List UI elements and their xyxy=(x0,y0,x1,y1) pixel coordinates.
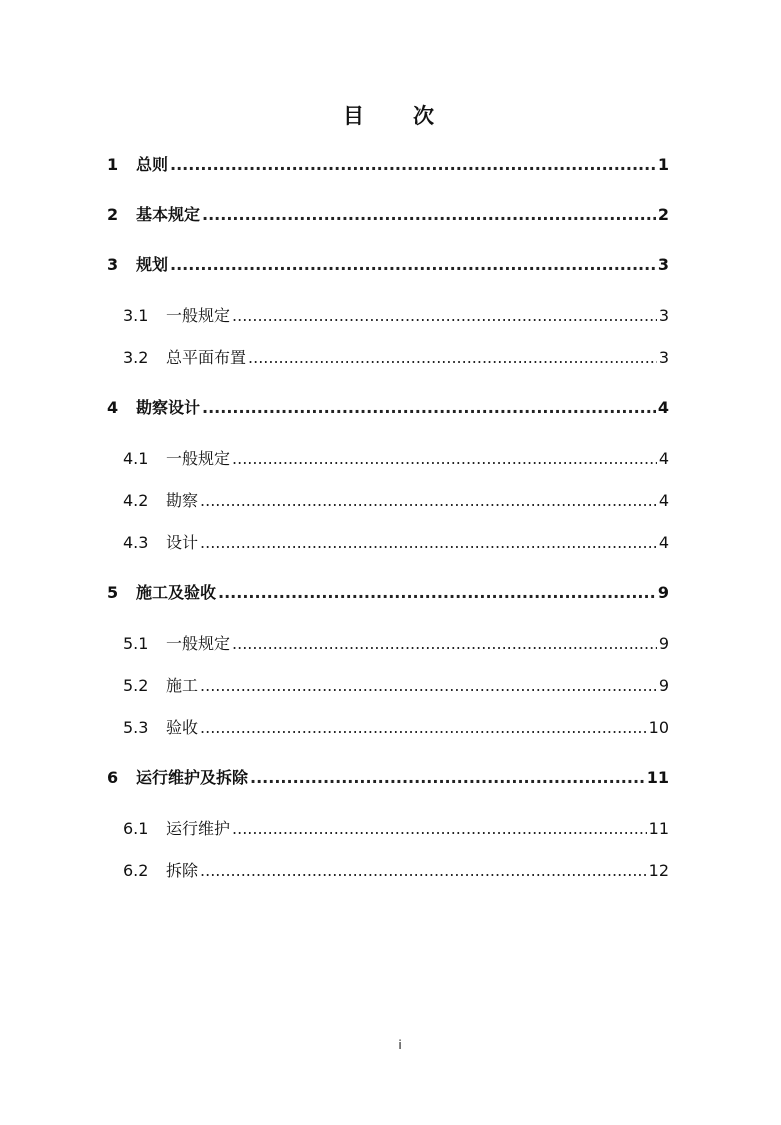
dot-leader xyxy=(200,716,647,740)
toc-entry-title: 运行维护 xyxy=(166,819,231,838)
toc-entry-title: 一般规定 xyxy=(166,306,231,325)
toc-entry-number: 4.3 xyxy=(123,533,149,552)
toc-entry-title: 运行维护及拆除 xyxy=(136,768,249,787)
toc-entry-number: 6 xyxy=(107,768,119,787)
toc-entry-2[interactable] xyxy=(0,203,781,227)
dot-leader xyxy=(218,581,656,605)
toc-entry-number: 5.3 xyxy=(123,718,149,737)
toc-entry-number: 2 xyxy=(107,205,119,224)
toc-entry-6[interactable] xyxy=(0,766,781,790)
toc-entry-number: 1 xyxy=(107,155,119,174)
toc-entry-page: 9 xyxy=(658,634,669,653)
toc-entry-1[interactable] xyxy=(0,153,781,177)
toc-entry-page: 3 xyxy=(658,348,669,367)
dot-leader xyxy=(170,253,656,277)
toc-entry-page: 4 xyxy=(658,449,669,468)
toc-entry-page: 9 xyxy=(658,676,669,695)
dot-leader xyxy=(232,447,657,471)
toc-entry-number: 4.1 xyxy=(123,449,149,468)
toc-entry-page: 9 xyxy=(657,583,669,602)
toc-entry-number: 4.2 xyxy=(123,491,149,510)
dot-leader xyxy=(248,346,657,370)
toc-entry-page: 1 xyxy=(657,155,669,174)
toc-entry-5-2[interactable] xyxy=(0,674,781,698)
toc-entry-page: 12 xyxy=(648,861,669,880)
toc-entry-page: 4 xyxy=(658,533,669,552)
toc-entry-page: 4 xyxy=(657,398,669,417)
toc-entry-title: 勘察 xyxy=(166,491,199,510)
toc-entry-4-1[interactable] xyxy=(0,447,781,471)
dot-leader xyxy=(200,531,657,555)
toc-entry-4[interactable] xyxy=(0,396,781,420)
toc-entry-page: 11 xyxy=(646,768,669,787)
toc-entry-title: 验收 xyxy=(166,718,199,737)
dot-leader xyxy=(200,674,657,698)
dot-leader xyxy=(202,396,656,420)
dot-leader xyxy=(200,489,657,513)
toc-entry-page: 2 xyxy=(657,205,669,224)
toc-entry-5[interactable] xyxy=(0,581,781,605)
dot-leader xyxy=(200,859,647,883)
toc-entry-page: 3 xyxy=(658,306,669,325)
footer-page-number: i xyxy=(398,1038,402,1052)
toc-entry-title: 规划 xyxy=(136,255,169,274)
toc-entry-4-2[interactable] xyxy=(0,489,781,513)
toc-entry-page: 3 xyxy=(657,255,669,274)
toc-entry-title: 施工及验收 xyxy=(136,583,217,602)
dot-leader xyxy=(202,203,656,227)
toc-entry-6-2[interactable] xyxy=(0,859,781,883)
toc-entry-page: 10 xyxy=(648,718,669,737)
toc-entry-number: 3.1 xyxy=(123,306,149,325)
dot-leader xyxy=(232,304,657,328)
toc-entry-title: 总则 xyxy=(136,155,169,174)
toc-entry-number: 4 xyxy=(107,398,119,417)
page-title: 目 次 xyxy=(343,104,448,128)
toc-entry-5-1[interactable] xyxy=(0,632,781,656)
toc-entry-3[interactable] xyxy=(0,253,781,277)
toc-entry-number: 3.2 xyxy=(123,348,149,367)
toc-entry-number: 3 xyxy=(107,255,119,274)
toc-entry-title: 基本规定 xyxy=(136,205,201,224)
toc-entry-title: 设计 xyxy=(166,533,199,552)
dot-leader xyxy=(250,766,645,790)
toc-entry-title: 一般规定 xyxy=(166,634,231,653)
toc-entry-title: 总平面布置 xyxy=(166,348,247,367)
toc-entry-6-1[interactable] xyxy=(0,817,781,841)
toc-entry-5-3[interactable] xyxy=(0,716,781,740)
toc-entry-4-3[interactable] xyxy=(0,531,781,555)
toc-entry-number: 5.2 xyxy=(123,676,149,695)
toc-entry-number: 5 xyxy=(107,583,119,602)
toc-entry-title: 施工 xyxy=(166,676,199,695)
toc-entry-number: 6.1 xyxy=(123,819,149,838)
dot-leader xyxy=(232,817,647,841)
toc-entry-3-2[interactable] xyxy=(0,346,781,370)
dot-leader xyxy=(170,153,656,177)
toc-entry-page: 11 xyxy=(648,819,669,838)
dot-leader xyxy=(232,632,657,656)
toc-entry-number: 5.1 xyxy=(123,634,149,653)
toc-entry-title: 一般规定 xyxy=(166,449,231,468)
toc-entry-number: 6.2 xyxy=(123,861,149,880)
toc-entry-page: 4 xyxy=(658,491,669,510)
toc-entry-title: 勘察设计 xyxy=(136,398,201,417)
toc-entry-title: 拆除 xyxy=(166,861,199,880)
toc-entry-3-1[interactable] xyxy=(0,304,781,328)
